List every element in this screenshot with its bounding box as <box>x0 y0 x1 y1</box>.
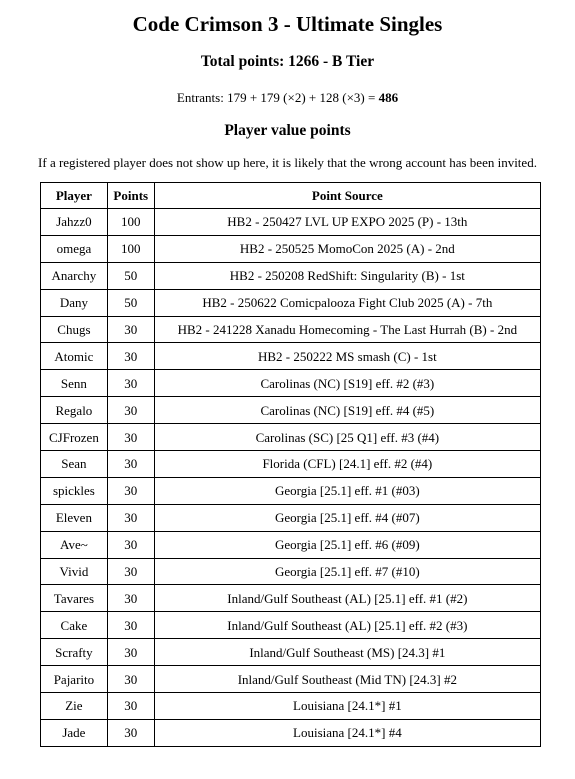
point-source-cell: Louisiana [24.1*] #1 <box>154 693 540 720</box>
player-cell: Dany <box>41 289 108 316</box>
point-source-cell: HB2 - 250222 MS smash (C) - 1st <box>154 343 540 370</box>
points-cell: 30 <box>107 693 154 720</box>
point-source-cell: Inland/Gulf Southeast (AL) [25.1] eff. #2 (#3) <box>154 612 540 639</box>
player-cell: CJFrozen <box>41 424 108 451</box>
player-cell: Chugs <box>41 316 108 343</box>
table-row <box>41 612 541 639</box>
point-source-cell: HB2 - 250622 Comicpalooza Fight Club 2025 (A) - 7th <box>154 289 540 316</box>
table-row <box>41 531 541 558</box>
points-cell: 30 <box>107 343 154 370</box>
player-cell: Cake <box>41 612 108 639</box>
points-cell: 30 <box>107 370 154 397</box>
table-row <box>41 693 541 720</box>
point-source-cell: Louisiana [24.1*] #4 <box>154 719 540 746</box>
entrants-line <box>0 71 575 106</box>
point-source-cell: Georgia [25.1] eff. #4 (#07) <box>154 504 540 531</box>
table-row <box>41 289 541 316</box>
table-row <box>41 719 541 746</box>
point-source-cell: HB2 - 250525 MomoCon 2025 (A) - 2nd <box>154 235 540 262</box>
table-row <box>41 370 541 397</box>
player-cell: Regalo <box>41 397 108 424</box>
total-points: Total points: 1266 - B Tier <box>200 53 375 70</box>
point-source-cell: Inland/Gulf Southeast (AL) [25.1] eff. #1 (#2) <box>154 585 540 612</box>
points-cell: 30 <box>107 424 154 451</box>
points-cell: 30 <box>107 558 154 585</box>
player-cell: Atomic <box>41 343 108 370</box>
table-row <box>41 235 541 262</box>
points-cell: 30 <box>107 451 154 478</box>
points-cell: 30 <box>107 316 154 343</box>
entrants-formula: Entrants: 179 + 179 (×2) + 128 (×3) = <box>176 90 379 105</box>
point-source-cell: HB2 - 250427 LVL UP EXPO 2025 (P) - 13th <box>154 209 540 236</box>
player-cell: Anarchy <box>41 262 108 289</box>
table-row <box>41 343 541 370</box>
player-cell: Jade <box>41 719 108 746</box>
table-row <box>41 585 541 612</box>
point-source-cell: HB2 - 250208 RedShift: Singularity (B) - 1st <box>154 262 540 289</box>
points-cell: 30 <box>107 397 154 424</box>
points-cell: 100 <box>107 209 154 236</box>
point-source-cell: HB2 - 241228 Xanadu Homecoming - The Last Hurrah (B) - 2nd <box>154 316 540 343</box>
player-points-table <box>40 182 541 747</box>
point-source-cell: Inland/Gulf Southeast (Mid TN) [24.3] #2 <box>154 666 540 693</box>
point-source-cell: Carolinas (SC) [25 Q1] eff. #3 (#4) <box>154 424 540 451</box>
points-cell: 30 <box>107 639 154 666</box>
table-row <box>41 477 541 504</box>
player-cell: Vivid <box>41 558 108 585</box>
table-body <box>41 209 541 747</box>
table-row <box>41 558 541 585</box>
player-cell: Pajarito <box>41 666 108 693</box>
points-cell: 30 <box>107 612 154 639</box>
table-row <box>41 451 541 478</box>
point-source-cell: Inland/Gulf Southeast (MS) [24.3] #1 <box>154 639 540 666</box>
header-player: Player <box>41 183 108 209</box>
points-cell: 30 <box>107 666 154 693</box>
point-source-cell: Georgia [25.1] eff. #6 (#09) <box>154 531 540 558</box>
section-heading: Player value points <box>224 122 351 139</box>
table-row <box>41 666 541 693</box>
registration-note: If a registered player does not show up here, it is likely that the wrong account has been invited. <box>38 155 537 170</box>
header-point-source: Point Source <box>154 183 540 209</box>
points-cell: 30 <box>107 719 154 746</box>
table-row <box>41 639 541 666</box>
point-source-cell: Florida (CFL) [24.1] eff. #2 (#4) <box>154 451 540 478</box>
header-points: Points <box>107 183 154 209</box>
point-source-cell: Georgia [25.1] eff. #7 (#10) <box>154 558 540 585</box>
page-title: Code Crimson 3 - Ultimate Singles <box>132 12 443 36</box>
player-cell: omega <box>41 235 108 262</box>
point-source-cell: Georgia [25.1] eff. #1 (#03) <box>154 477 540 504</box>
points-cell: 50 <box>107 289 154 316</box>
player-cell: Scrafty <box>41 639 108 666</box>
player-cell: Ave~ <box>41 531 108 558</box>
player-cell: Zie <box>41 693 108 720</box>
points-cell: 50 <box>107 262 154 289</box>
table-row <box>41 504 541 531</box>
player-cell: Senn <box>41 370 108 397</box>
points-cell: 30 <box>107 504 154 531</box>
table-row <box>41 262 541 289</box>
table-row <box>41 209 541 236</box>
point-source-cell: Carolinas (NC) [S19] eff. #4 (#5) <box>154 397 540 424</box>
entrants-total: 486 <box>378 90 399 105</box>
player-cell: Jahzz0 <box>41 209 108 236</box>
points-cell: 30 <box>107 531 154 558</box>
points-cell: 30 <box>107 477 154 504</box>
points-cell: 100 <box>107 235 154 262</box>
table-row <box>41 424 541 451</box>
table-row <box>41 316 541 343</box>
player-cell: Eleven <box>41 504 108 531</box>
points-cell: 30 <box>107 585 154 612</box>
table-row <box>41 397 541 424</box>
player-cell: Tavares <box>41 585 108 612</box>
table-header-row <box>41 183 541 209</box>
player-cell: Sean <box>41 451 108 478</box>
player-cell: spickles <box>41 477 108 504</box>
point-source-cell: Carolinas (NC) [S19] eff. #2 (#3) <box>154 370 540 397</box>
